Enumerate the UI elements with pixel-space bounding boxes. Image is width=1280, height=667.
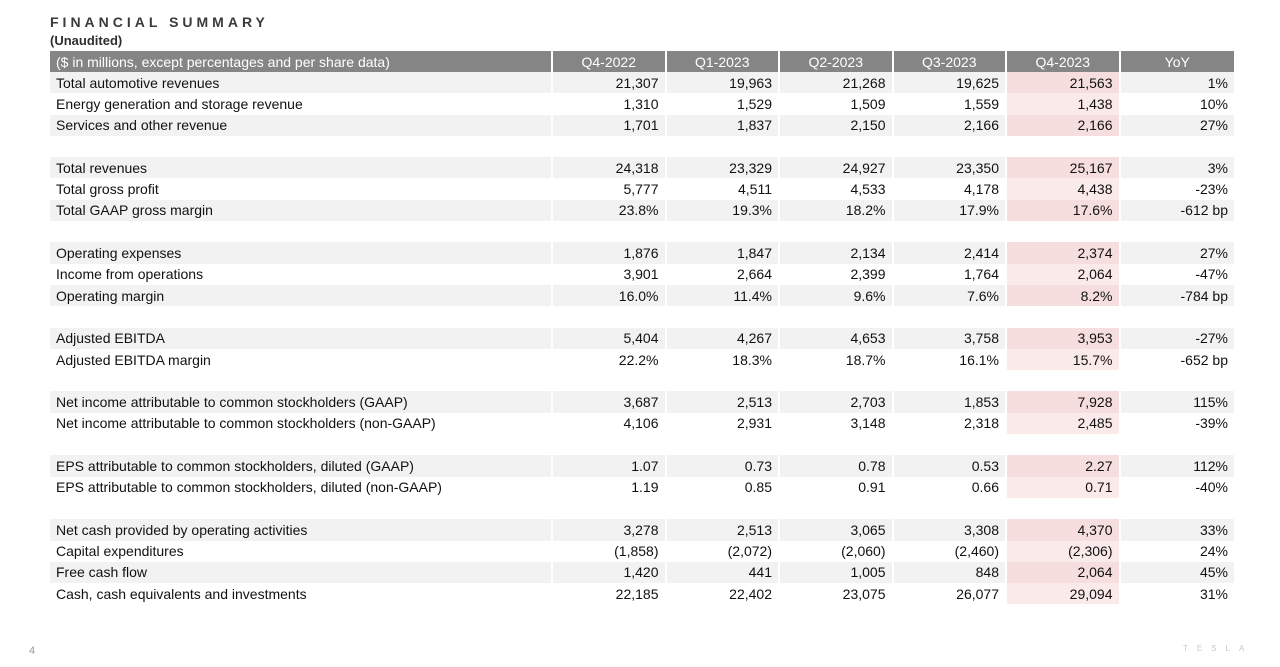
value-cell: 4,106 xyxy=(553,413,667,434)
value-cell: 33% xyxy=(1121,519,1235,540)
value-cell: 27% xyxy=(1121,242,1235,263)
value-cell: 0.53 xyxy=(894,455,1008,476)
value-cell: 22.2% xyxy=(553,349,667,370)
table-row xyxy=(50,391,1234,412)
page-number: 4 xyxy=(29,645,36,657)
value-cell: 0.85 xyxy=(667,477,781,498)
table-row xyxy=(50,413,1234,434)
value-cell: 0.71 xyxy=(1007,477,1121,498)
value-cell: (2,306) xyxy=(1007,541,1121,562)
row-label: EPS attributable to common stockholders, diluted (non-GAAP) xyxy=(50,477,553,498)
value-cell: (2,460) xyxy=(894,541,1008,562)
value-cell: -612 bp xyxy=(1121,200,1235,221)
spacer-cell xyxy=(50,221,1234,242)
table-row xyxy=(50,264,1234,285)
value-cell: -784 bp xyxy=(1121,285,1235,306)
table-row xyxy=(50,93,1234,114)
header xyxy=(50,14,269,48)
value-cell: 29,094 xyxy=(1007,583,1121,604)
column-header: Q4-2023 xyxy=(1007,51,1121,72)
column-header: Q4-2022 xyxy=(553,51,667,72)
value-cell: 4,178 xyxy=(894,178,1008,199)
value-cell: 1,701 xyxy=(553,115,667,136)
table-row xyxy=(50,349,1234,370)
value-cell: 24% xyxy=(1199,543,1228,560)
value-cell: 17.9% xyxy=(894,200,1008,221)
value-cell: (2,060) xyxy=(780,541,894,562)
spacer-cell xyxy=(50,370,1234,391)
value-cell: 23,350 xyxy=(894,157,1008,178)
value-cell: 1,837 xyxy=(667,115,781,136)
value-cell: (2,072) xyxy=(667,541,781,562)
value-cell: 21,268 xyxy=(780,72,894,93)
value-cell: 2,134 xyxy=(780,242,894,263)
row-label: Capital expenditures xyxy=(50,541,553,562)
value-cell: 15.7% xyxy=(1007,349,1121,370)
value-cell: 0.73 xyxy=(667,455,781,476)
value-cell: 3% xyxy=(1121,157,1235,178)
value-cell: 18.2% xyxy=(780,200,894,221)
row-label: Total automotive revenues xyxy=(50,72,553,93)
row-label: Operating expenses xyxy=(50,242,553,263)
spacer-row xyxy=(50,221,1234,242)
value-cell: 3,758 xyxy=(894,328,1008,349)
value-cell: 2,166 xyxy=(894,115,1008,136)
value-cell: 11.4% xyxy=(667,285,781,306)
value-cell: 1,559 xyxy=(894,93,1008,114)
tesla-logo: TESLA xyxy=(1183,644,1254,653)
row-label: Income from operations xyxy=(50,264,553,285)
value-cell: 0.66 xyxy=(894,477,1008,498)
value-cell: 1,529 xyxy=(667,93,781,114)
value-cell: 2,485 xyxy=(1007,413,1121,434)
value-cell: 3,687 xyxy=(553,391,667,412)
spacer-cell xyxy=(50,498,1234,519)
value-cell: -39% xyxy=(1195,415,1228,432)
value-cell: 3,308 xyxy=(894,519,1008,540)
value-cell: 112% xyxy=(1121,455,1235,476)
value-cell: 1,853 xyxy=(894,391,1008,412)
value-cell: 23.8% xyxy=(553,200,667,221)
value-cell: 10% xyxy=(1199,95,1228,112)
table-row xyxy=(50,583,1234,604)
financial-summary-table xyxy=(50,51,1234,604)
value-cell: 8.2% xyxy=(1007,285,1121,306)
row-label: Net cash provided by operating activities xyxy=(50,519,553,540)
table-row xyxy=(50,242,1234,263)
value-cell: 7,928 xyxy=(1007,391,1121,412)
value-cell: 4,370 xyxy=(1007,519,1121,540)
table-row xyxy=(50,519,1234,540)
value-cell: 23,075 xyxy=(780,583,894,604)
spacer-row xyxy=(50,370,1234,391)
value-cell: -40% xyxy=(1195,479,1228,496)
table-row xyxy=(50,562,1234,583)
row-label: Cash, cash equivalents and investments xyxy=(50,583,553,604)
table-row xyxy=(50,285,1234,306)
value-cell: 2,064 xyxy=(1007,264,1121,285)
value-cell: 2,064 xyxy=(1007,562,1121,583)
value-cell: 9.6% xyxy=(780,285,894,306)
value-cell: 7.6% xyxy=(894,285,1008,306)
column-header: Q2-2023 xyxy=(780,51,894,72)
value-cell: 1,509 xyxy=(780,93,894,114)
value-cell: 1,876 xyxy=(553,242,667,263)
value-cell: 16.1% xyxy=(894,349,1008,370)
table-row xyxy=(50,178,1234,199)
page-title: FINANCIAL SUMMARY xyxy=(50,14,269,30)
value-cell: 2.27 xyxy=(1007,455,1121,476)
value-cell: 25,167 xyxy=(1007,157,1121,178)
value-cell: 1,438 xyxy=(1007,93,1121,114)
value-cell: 3,901 xyxy=(553,264,667,285)
value-cell: 19,963 xyxy=(667,72,781,93)
spacer-row xyxy=(50,498,1234,519)
row-label: Adjusted EBITDA margin xyxy=(50,349,553,370)
table-header-row xyxy=(50,51,1234,72)
value-cell: 4,511 xyxy=(667,178,781,199)
row-label: Total revenues xyxy=(50,157,553,178)
value-cell: 115% xyxy=(1121,391,1235,412)
value-cell: 27% xyxy=(1121,115,1235,136)
column-header: YoY xyxy=(1121,51,1235,72)
value-cell: (1,858) xyxy=(553,541,667,562)
value-cell: 2,664 xyxy=(667,264,781,285)
table-row xyxy=(50,477,1234,498)
value-cell: 5,404 xyxy=(553,328,667,349)
value-cell: 1,005 xyxy=(780,562,894,583)
value-cell: 18.7% xyxy=(780,349,894,370)
value-cell: 1,764 xyxy=(894,264,1008,285)
value-cell: -27% xyxy=(1121,328,1235,349)
value-cell: 4,267 xyxy=(667,328,781,349)
spacer-row xyxy=(50,136,1234,157)
table-row xyxy=(50,455,1234,476)
value-cell: 31% xyxy=(1199,585,1228,602)
value-cell: 18.3% xyxy=(667,349,781,370)
table-row xyxy=(50,72,1234,93)
value-cell: 22,185 xyxy=(553,583,667,604)
row-label: Free cash flow xyxy=(50,562,553,583)
value-cell: 1.07 xyxy=(553,455,667,476)
column-header: Q1-2023 xyxy=(667,51,781,72)
value-cell: 4,438 xyxy=(1007,178,1121,199)
spacer-cell xyxy=(50,434,1234,455)
value-cell: 24,927 xyxy=(780,157,894,178)
value-cell: 26,077 xyxy=(894,583,1008,604)
row-label: Adjusted EBITDA xyxy=(50,328,553,349)
column-header-label: ($ in millions, except percentages and per share data) xyxy=(50,51,553,72)
value-cell: -652 bp xyxy=(1180,351,1228,368)
value-cell: 17.6% xyxy=(1007,200,1121,221)
value-cell: 1,420 xyxy=(553,562,667,583)
table-row xyxy=(50,541,1234,562)
page-subtitle: (Unaudited) xyxy=(50,33,123,48)
spacer-cell xyxy=(50,136,1234,157)
value-cell: 1.19 xyxy=(553,477,667,498)
table-row xyxy=(50,157,1234,178)
value-cell: 4,653 xyxy=(780,328,894,349)
column-header: Q3-2023 xyxy=(894,51,1008,72)
table-row xyxy=(50,328,1234,349)
row-label: Operating margin xyxy=(50,285,553,306)
value-cell: 3,953 xyxy=(1007,328,1121,349)
row-label: Energy generation and storage revenue xyxy=(50,93,553,114)
row-label: Net income attributable to common stockholders (GAAP) xyxy=(50,391,553,412)
table-row xyxy=(50,115,1234,136)
value-cell: 2,166 xyxy=(1007,115,1121,136)
value-cell: 2,931 xyxy=(667,413,781,434)
value-cell: 1,847 xyxy=(667,242,781,263)
value-cell: 19,625 xyxy=(894,72,1008,93)
table-row xyxy=(50,200,1234,221)
value-cell: 2,374 xyxy=(1007,242,1121,263)
value-cell: 21,563 xyxy=(1007,72,1121,93)
value-cell: 0.91 xyxy=(780,477,894,498)
table-body xyxy=(50,72,1234,604)
value-cell: 441 xyxy=(667,562,781,583)
value-cell: 2,414 xyxy=(894,242,1008,263)
spacer-cell xyxy=(50,306,1234,327)
value-cell: -23% xyxy=(1195,181,1228,198)
value-cell: 24,318 xyxy=(553,157,667,178)
row-label: Total gross profit xyxy=(50,178,553,199)
row-label: Total GAAP gross margin xyxy=(50,200,553,221)
row-label: Services and other revenue xyxy=(50,115,553,136)
value-cell: 21,307 xyxy=(553,72,667,93)
value-cell: 4,533 xyxy=(780,178,894,199)
value-cell: 22,402 xyxy=(667,583,781,604)
value-cell: 19.3% xyxy=(667,200,781,221)
value-cell: 3,065 xyxy=(780,519,894,540)
value-cell: 2,399 xyxy=(780,264,894,285)
value-cell: 1% xyxy=(1121,72,1235,93)
value-cell: 848 xyxy=(894,562,1008,583)
value-cell: 5,777 xyxy=(553,178,667,199)
value-cell: 2,150 xyxy=(780,115,894,136)
value-cell: 1,310 xyxy=(553,93,667,114)
value-cell: 2,703 xyxy=(780,391,894,412)
value-cell: 45% xyxy=(1121,562,1235,583)
value-cell: 2,513 xyxy=(667,519,781,540)
value-cell: 0.78 xyxy=(780,455,894,476)
value-cell: 3,278 xyxy=(553,519,667,540)
spacer-row xyxy=(50,306,1234,327)
value-cell: 3,148 xyxy=(780,413,894,434)
value-cell: -47% xyxy=(1195,266,1228,283)
value-cell: 23,329 xyxy=(667,157,781,178)
spacer-row xyxy=(50,434,1234,455)
value-cell: 16.0% xyxy=(553,285,667,306)
row-label: EPS attributable to common stockholders, diluted (GAAP) xyxy=(50,455,553,476)
value-cell: 2,318 xyxy=(894,413,1008,434)
value-cell: 2,513 xyxy=(667,391,781,412)
row-label: Net income attributable to common stockholders (non-GAAP) xyxy=(50,413,553,434)
